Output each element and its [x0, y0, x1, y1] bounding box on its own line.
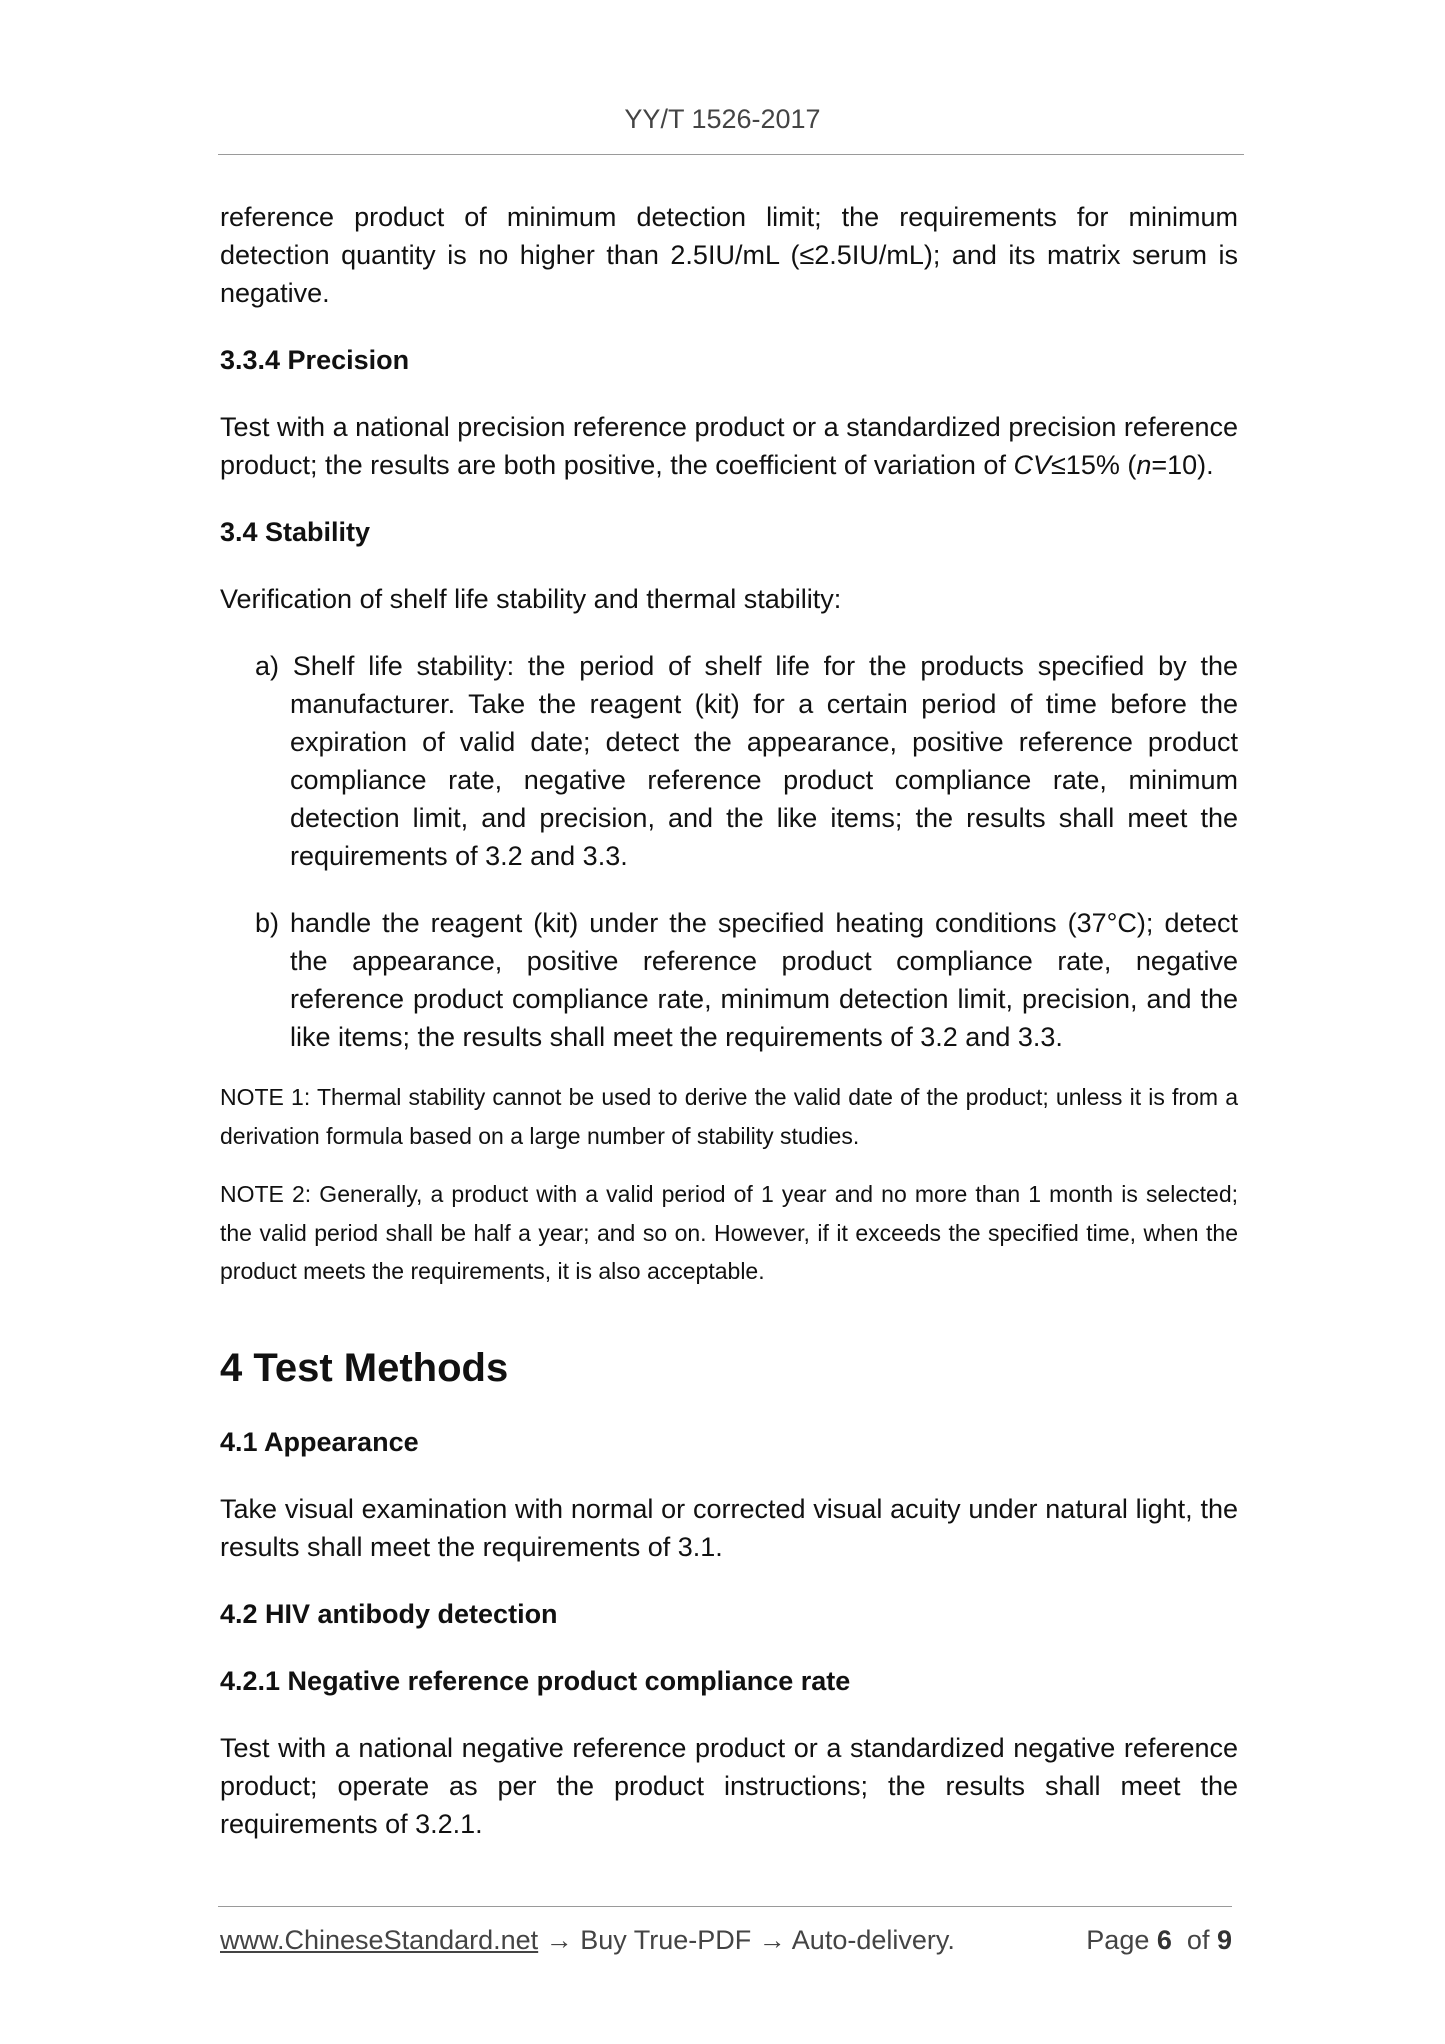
heading-precision: 3.3.4 Precision [220, 345, 410, 375]
heading-stability: 3.4 Stability [220, 517, 371, 547]
continuation-paragraph: reference product of minimum detection limit; the requirements for minimum detection quantity is no higher than 2.5IU/mL (≤2.5IU/mL); and its matrix serum is negative. [220, 202, 1238, 308]
list-item-b: b) handle the reagent (kit) under the specified heating conditions (37°C); detect the appearance, positive reference product compliance rate, negative reference product compliance rate, minimum detection limit, precision, and the like items; the results shall meet the requirements of 3.2 and 3.3. [255, 908, 1238, 1052]
precision-paragraph: Test with a national precision reference product or a standardized precision reference product; the results are both positive, the coefficient of variation of CV≤15% (n=10). [220, 412, 1238, 480]
total-pages: 9 [1216, 1925, 1232, 1955]
page-content [220, 198, 1238, 1843]
list-item-a: a) Shelf life stability: the period of shelf life for the products specified by the manufacturer. Take the reagent (kit) for a certain period of time before the expiration of valid date; detect the appearance, positive reference product compliance rate, negative reference product compliance rate, minimum detection limit, and precision, and the like items; the results shall meet the requirements of 3.2 and 3.3. [255, 651, 1238, 871]
heading-test-methods: 4 Test Methods [220, 1345, 509, 1390]
footer-divider [218, 1906, 1232, 1907]
delivery-text: Auto-delivery. [791, 1925, 955, 1955]
document-code-header: YY/T 1526-2017 [624, 104, 821, 134]
buy-text: Buy True-PDF [580, 1925, 752, 1955]
heading-appearance: 4.1 Appearance [220, 1426, 419, 1457]
stability-intro: Verification of shelf life stability and thermal stability: [220, 584, 842, 614]
n-symbol: n [1136, 450, 1152, 480]
appearance-paragraph: Take visual examination with normal or corrected visual acuity under natural light, the results shall meet the requirements of 3.1. [220, 1493, 1238, 1562]
arrow-icon: → [758, 1925, 786, 1955]
page-indicator: Page 6 of 9 [1086, 1925, 1232, 1955]
footer-left [220, 1925, 955, 1956]
cv-symbol: CV [1013, 450, 1051, 480]
site-link[interactable]: www.ChineseStandard.net [220, 1925, 539, 1955]
heading-negative-compliance: 4.2.1 Negative reference product compliance rate [220, 1665, 851, 1696]
negative-compliance-paragraph: Test with a national negative reference product or a standardized negative reference product; operate as per the product instructions; the results shall meet the requirements of 3.2.1. [220, 1732, 1238, 1839]
heading-hiv-antibody: 4.2 HIV antibody detection [220, 1598, 558, 1629]
arrow-icon: → [545, 1925, 573, 1955]
current-page: 6 [1156, 1925, 1172, 1955]
note-1: NOTE 1: Thermal stability cannot be used to derive the valid date of the product; unless it is from a derivation formula based on a large number of stability studies. [220, 1084, 1238, 1149]
note-2: NOTE 2: Generally, a product with a valid period of 1 year and no more than 1 month is selected; the valid period shall be half a year; and so on. However, if it exceeds the specified time, when the product meets the requirements, it is also acceptable. [220, 1181, 1238, 1284]
header-divider [218, 154, 1244, 155]
